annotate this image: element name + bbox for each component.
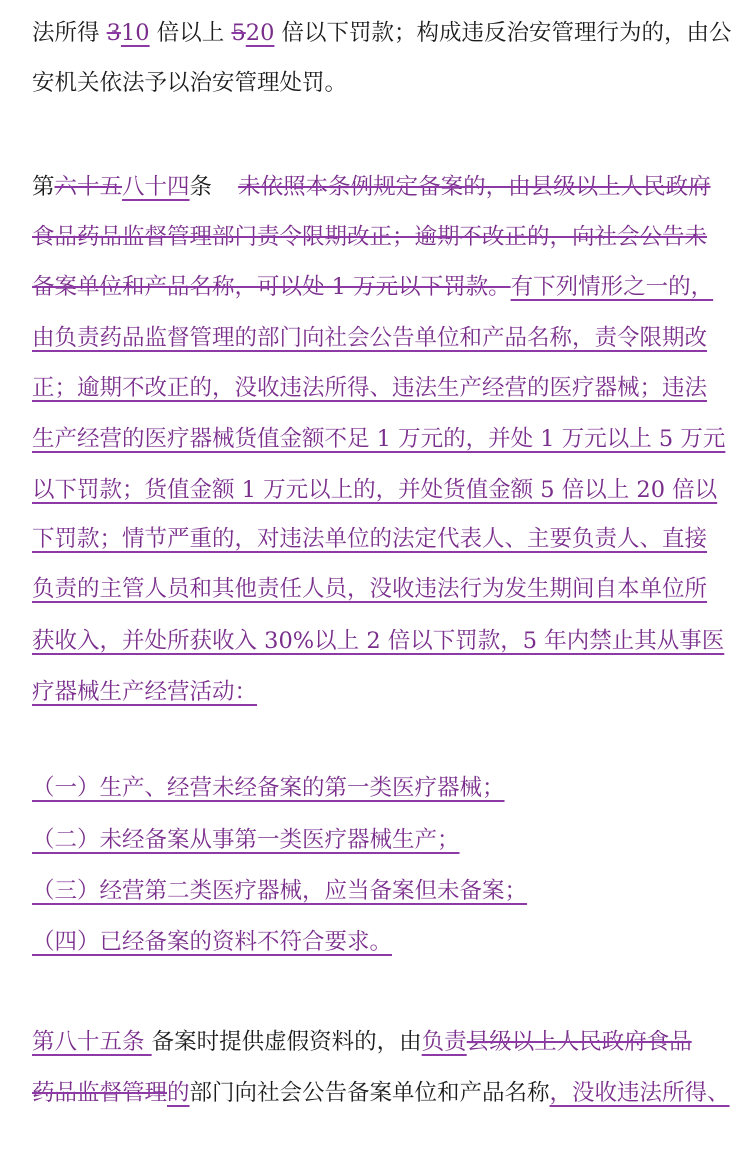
- body-text: 备案时提供虚假资料的，由: [151, 1029, 422, 1055]
- deleted-text: 六十五: [54, 174, 123, 200]
- inserted-text: 由负责药品监督管理的部门向社会公告单位和产品名称，责令限期改: [32, 325, 708, 351]
- text-line: [32, 1078, 730, 1108]
- inserted-text: 疗器械生产经营活动：: [32, 679, 258, 705]
- body-text: 法所得: [32, 20, 107, 46]
- body-text: 倍以下罚款；构成违反治安管理行为的，由公: [274, 20, 732, 46]
- text-line: [32, 773, 505, 803]
- inserted-text: 20: [245, 20, 275, 46]
- body-text: 第: [32, 174, 55, 200]
- deleted-text: 未依照本条例规定备案的，由县级以上人民政府: [238, 174, 711, 200]
- inserted-text: 获收入，并处所获收入 30%以上 2 倍以下罚款，5 年内禁止其从事医: [32, 628, 725, 654]
- inserted-text: 以下罚款；货值金额 1 万元以上的，并处货值金额 5 倍以上 20 倍以: [32, 477, 718, 503]
- text-line: [32, 68, 347, 98]
- text-line: [32, 475, 717, 505]
- inserted-text: 有下列情形之一的，: [510, 274, 714, 300]
- body-text: 条: [189, 174, 213, 200]
- text-line: [32, 927, 392, 957]
- inserted-text: 的: [167, 1080, 190, 1106]
- text-line: [32, 1027, 692, 1057]
- inserted-text: （一）生产、经营未经备案的第一类医疗器械；: [32, 775, 505, 801]
- text-line: [32, 524, 707, 554]
- inserted-text: （四）已经备案的资料不符合要求。: [32, 929, 393, 955]
- inserted-text: （三）经营第二类医疗器械，应当备案但未备案；: [32, 878, 528, 904]
- inserted-text: 正；逾期不改正的，没收违法所得、违法生产经营的医疗器械；违法: [32, 375, 708, 401]
- inserted-text: ，没收违法所得、: [549, 1080, 730, 1106]
- inserted-text: 负责: [421, 1029, 467, 1055]
- deleted-text: 3: [106, 20, 121, 46]
- text-line: [32, 323, 707, 353]
- inserted-text: 八十四: [122, 174, 190, 200]
- inserted-text: （二）未经备案从事第一类医疗器械生产；: [32, 827, 460, 853]
- text-line: [32, 825, 460, 855]
- deleted-text: 食品药品监督管理部门责令限期改正；逾期不改正的，向社会公告未: [32, 224, 708, 250]
- text-line: [32, 876, 527, 906]
- inserted-text: 生产经营的医疗器械货值金额不足 1 万元的，并处 1 万元以上 5 万元: [32, 426, 726, 452]
- inserted-text: 10: [120, 20, 150, 46]
- text-line: [32, 424, 725, 454]
- deleted-text: 备案单位和产品名称，可以处 1 万元以下罚款。: [32, 274, 511, 300]
- deleted-text: 5: [231, 20, 246, 46]
- text-line: [32, 272, 713, 302]
- deleted-text: 药品监督管理: [32, 1080, 168, 1106]
- body-text: 安机关依法予以治安管理处罚。: [32, 70, 348, 96]
- deleted-text: 县级以上人民政府食品: [466, 1029, 692, 1055]
- text-line: [32, 222, 707, 252]
- inserted-text: 第八十五条: [32, 1029, 152, 1055]
- text-line: [32, 574, 707, 604]
- body-text: 倍以上: [149, 20, 232, 46]
- text-line: [32, 677, 257, 707]
- inserted-text: 下罚款；情节严重的，对违法单位的法定代表人、主要负责人、直接: [32, 526, 708, 552]
- body-text: 部门向社会公告备案单位和产品名称: [189, 1080, 550, 1106]
- text-line: [32, 172, 711, 202]
- inserted-text: 负责的主管人员和其他责任人员，没收违法行为发生期间自本单位所: [32, 576, 708, 602]
- text-line: [32, 626, 724, 656]
- text-line: [32, 18, 732, 48]
- text-line: [32, 373, 707, 403]
